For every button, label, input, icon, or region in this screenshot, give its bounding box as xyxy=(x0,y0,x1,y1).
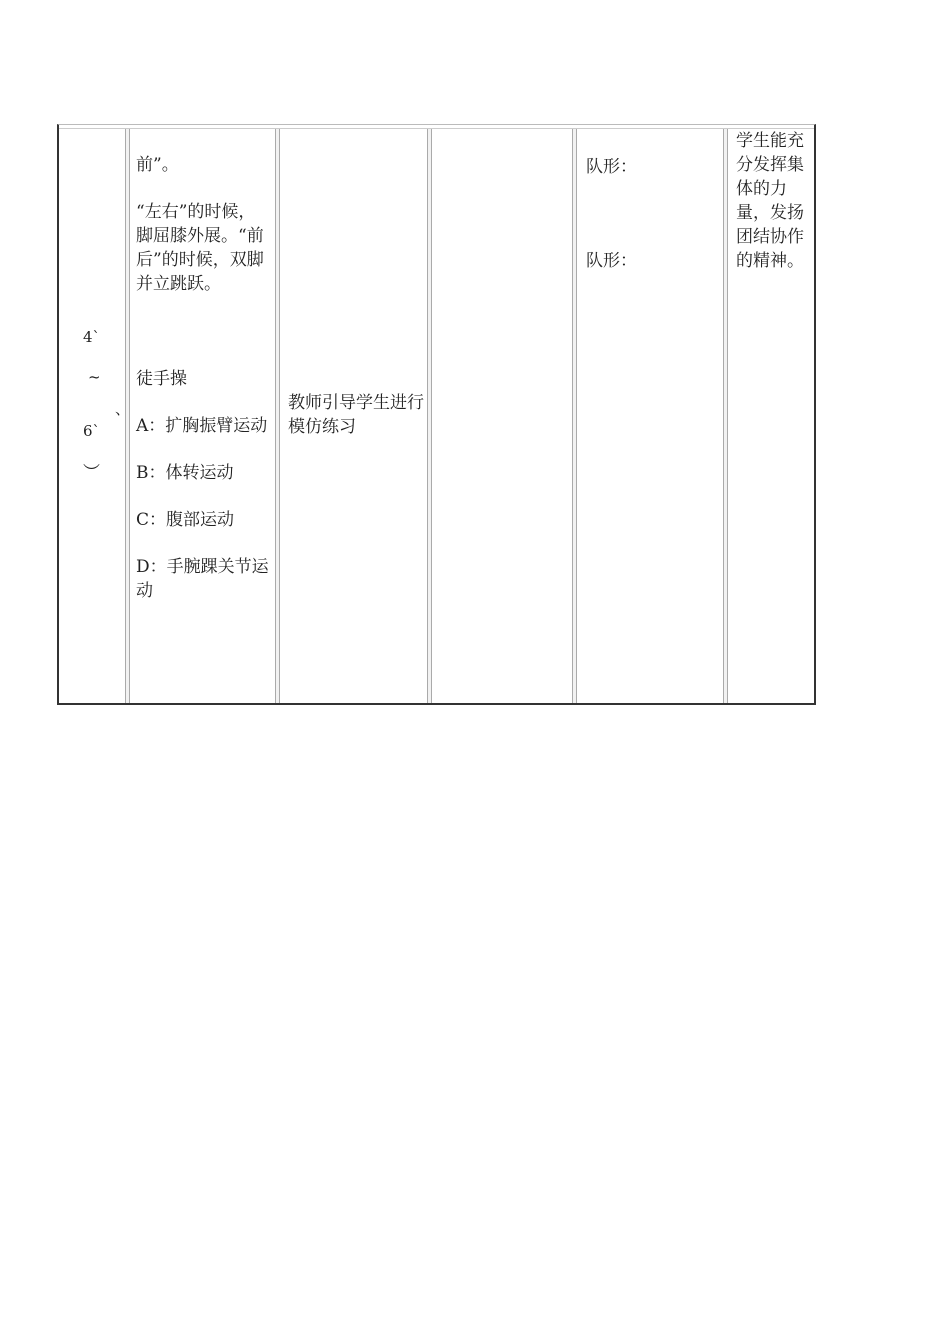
content-cell xyxy=(130,129,275,703)
content-item-d: D：手腕踝关节运动 xyxy=(136,557,269,601)
lesson-table xyxy=(57,124,816,705)
content-line-qian: 前”。 xyxy=(136,155,179,175)
content-heading: 徒手操 xyxy=(136,369,187,389)
content-item-a: A：扩胸振臂运动 xyxy=(136,416,268,436)
goal-cell xyxy=(728,129,814,703)
formation-label-1: 队形： xyxy=(586,157,637,177)
content-item-b: B：体转运动 xyxy=(136,463,234,483)
time-start: 4` xyxy=(83,328,101,346)
teacher-text: 教师引导学生进行模仿练习 xyxy=(288,393,424,437)
time-tilde: ~ xyxy=(88,368,101,386)
student-cell xyxy=(432,129,572,703)
time-comma: 、 xyxy=(115,400,131,418)
time-cell xyxy=(59,129,131,703)
teacher-cell xyxy=(280,129,427,703)
time-end: 6` xyxy=(83,422,101,440)
formation-label-2: 队形： xyxy=(586,251,637,271)
goal-text: 学生能充分发挥集体的力量，发扬团结协作的精神。 xyxy=(736,131,804,271)
formation-cell xyxy=(577,129,723,703)
content-item-c: C：腹部运动 xyxy=(136,510,235,530)
content-rule: “左右”的时候，脚屈膝外展。“前后”的时候，双脚并立跳跃。 xyxy=(136,202,264,294)
time-bracket: ︶ xyxy=(83,463,100,483)
